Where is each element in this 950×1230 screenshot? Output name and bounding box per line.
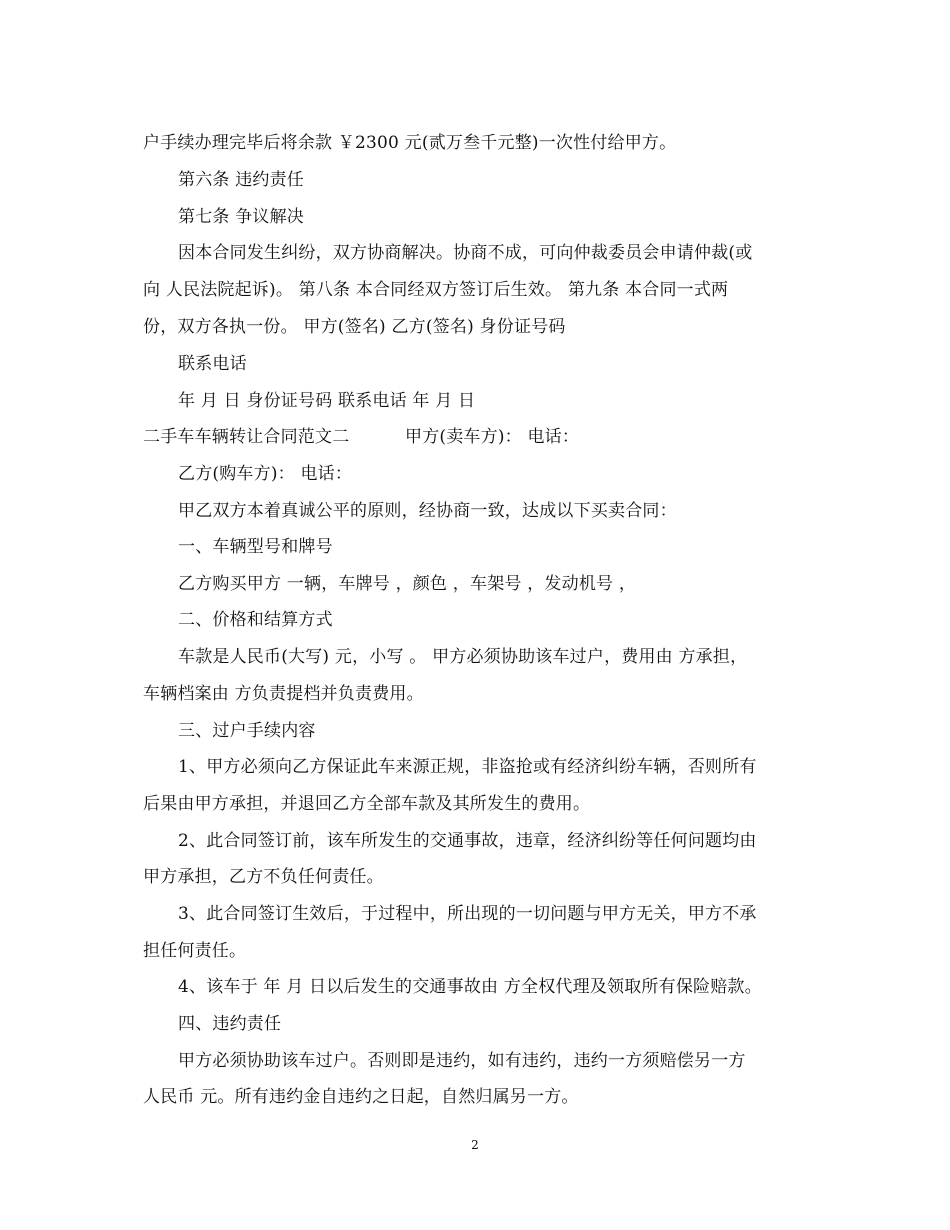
text-line: 因本合同发生纠纷，双方协商解决。协商不成，可向仲裁委员会申请仲裁(或 [178, 243, 753, 263]
text-line: 甲方(卖车方)： 电话： [405, 427, 580, 447]
text-line: 份，双方各执一份。 甲方(签名) 乙方(签名) 身份证号码 [143, 317, 566, 337]
text-line: 4、该车于 年 月 日以后发生的交通事故由 方全权代理及领取所有保险赔款。 [178, 977, 762, 997]
text-line: 年 月 日 身份证号码 联系电话 年 月 日 [178, 391, 476, 411]
text-line: 担任何责任。 [143, 941, 247, 961]
text-line: 2、此合同签订前，该车所发生的交通事故，违章，经济纠纷等任何问题均由 [178, 831, 757, 851]
text-line: 甲乙双方本着真诚公平的原则，经协商一致，达成以下买卖合同： [178, 501, 677, 521]
text-line: 车辆档案由 方负责提档并负责费用。 [143, 684, 424, 704]
text-line: 户手续办理完毕后将余款 ￥2300 元(贰万叁千元整)一次性付给甲方。 [143, 133, 677, 153]
text-line: 3、此合同签订生效后，于过程中，所出现的一切问题与甲方无关，甲方不承 [178, 904, 757, 924]
text-line: 1、甲方必须向乙方保证此车来源正规，非盗抢或有经济纠纷车辆，否则所有 [178, 757, 757, 777]
text-line: 乙方购买甲方 一辆，车牌号 ，颜色 ，车架号 ，发动机号 ， [178, 574, 637, 594]
text-line: 车款是人民币(大写) 元，小写 。 甲方必须协助该车过户，费用由 方承担， [178, 647, 748, 667]
section-heading: 三、过户手续内容 [178, 721, 316, 741]
text-line: 联系电话 [178, 354, 247, 374]
section-heading: 二、价格和结算方式 [178, 610, 333, 630]
section-heading: 四、违约责任 [178, 1014, 282, 1034]
text-line: 向 人民法院起诉)。 第八条 本合同经双方签订后生效。 第九条 本合同一式两 [143, 280, 729, 300]
text-line: 乙方(购车方)： 电话： [178, 464, 353, 484]
text-line: 人民币 元。所有违约金自违约之日起，自然归属另一方。 [143, 1087, 579, 1107]
section-heading: 第六条 违约责任 [178, 170, 305, 190]
text-line: 甲方承担，乙方不负任何责任。 [143, 867, 384, 887]
text-line: 甲方必须协助该车过户。否则即是违约，如有违约，违约一方须赔偿另一方 [178, 1051, 746, 1071]
section-heading: 第七条 争议解决 [178, 207, 305, 227]
text-line: 后果由甲方承担，并退回乙方全部车款及其所发生的费用。 [143, 794, 591, 814]
page-number: 2 [471, 1138, 479, 1152]
section-heading: 一、车辆型号和牌号 [178, 537, 333, 557]
document-title: 二手车车辆转让合同范文二 [143, 427, 350, 447]
